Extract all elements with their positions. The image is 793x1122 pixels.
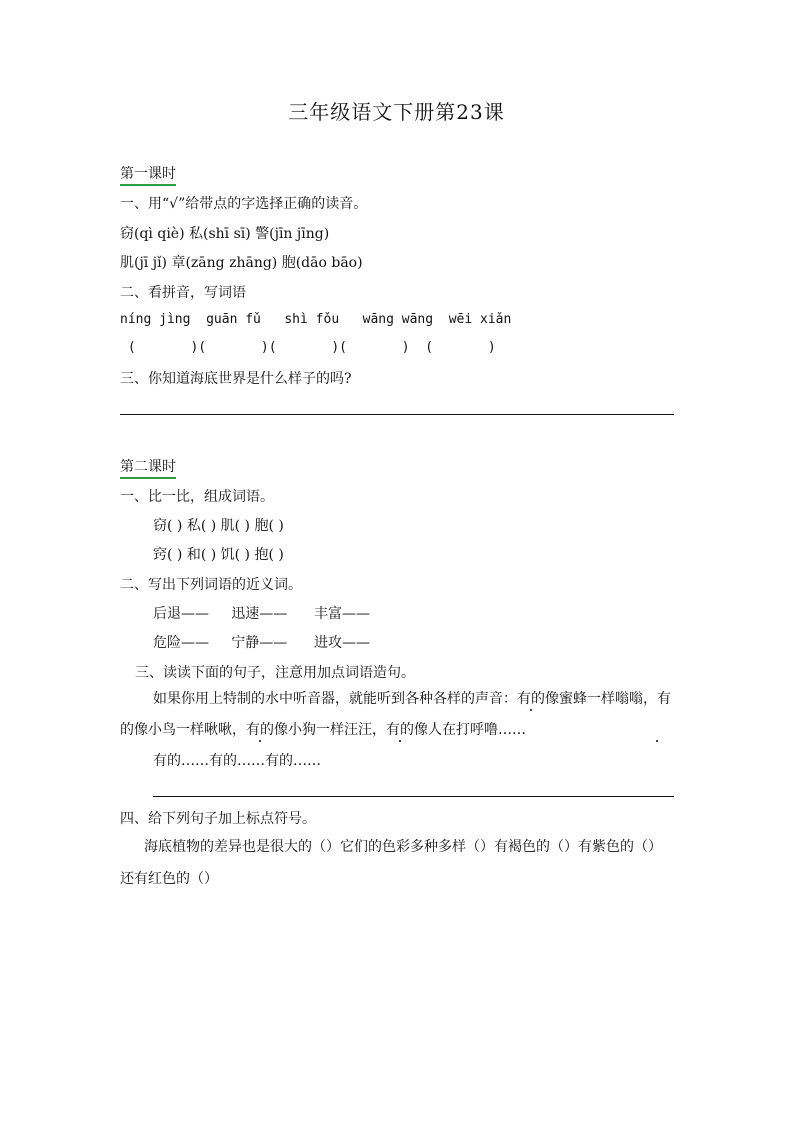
passage-text: 像小鸟一样啾啾， [134,722,246,738]
lesson1-question3: 三、你知道海底世界是什么样子的吗? [120,371,352,387]
lesson1-heading: 第一课时 [120,163,176,186]
page-title: 三年级语文下册第23课 [288,100,505,124]
lesson1-q2-pinyin: níng jìng guān fǔ shì fǒu wāng wāng wēi xiǎn [120,312,512,327]
lesson1-q2-blanks: ( )( )( )( ) ( ) [120,340,496,355]
lesson2-question2: 二、写出下列词语的近义词。 [120,577,302,593]
lesson2-question4: 四、给下列句子加上标点符号。 [120,811,316,827]
lesson1-question1: 一、用“√”给带点的字选择正确的读音。 [120,196,368,212]
lesson1-q1-row1: 窃(qì qiè) 私(shī sī) 警(jīn jīng) [120,226,330,242]
passage-text: 像蜜蜂一样嗡嗡， [545,691,657,707]
lesson2-q1-row1: 窃( ) 私( ) 肌( ) 胞( ) [153,518,284,534]
lesson1-q1-row2: 肌(jī jǐ) 章(zāng zhāng) 胞(dāo bāo) [120,255,363,271]
lesson2-q2-row1: 后退—— 迅速—— 丰富—— [153,606,370,622]
passage-text: 如果你用上特制的水中听音器，就能听到各种各样的声音： [153,691,517,707]
lesson2-q3-pattern: 有的……有的……有的…… [153,753,321,769]
lesson2-q2-row2: 危险—— 宁静—— 进攻—— [153,635,370,651]
passage-text: 像小狗一样汪汪， [274,722,386,738]
passage-text: 像人在打呼噜…… [414,722,526,738]
answer-line [120,414,674,415]
lesson2-q4-passage: 海底植物的差异也是很大的（）它们的色彩多种多样（）有褐色的（）有紫色的（）还有红色的（） [120,839,662,887]
dotted-word: 有的 [120,691,671,738]
dotted-word: 有的 [246,722,274,738]
lesson2-question3: 三、读读下面的句子，注意用加点词语造句。 [135,665,415,681]
lesson2-question1: 一、比一比，组成词语。 [120,489,274,505]
lesson2-heading: 第二课时 [120,456,176,479]
lesson2-q3-passage [120,684,675,746]
dotted-word: 有的 [386,722,414,738]
lesson1-question2: 二、看拼音，写词语 [120,285,246,301]
lesson2-q1-row2: 窍( ) 和( ) 饥( ) 抱( ) [153,547,284,563]
dotted-word: 有的 [517,691,545,707]
answer-line [153,796,674,797]
